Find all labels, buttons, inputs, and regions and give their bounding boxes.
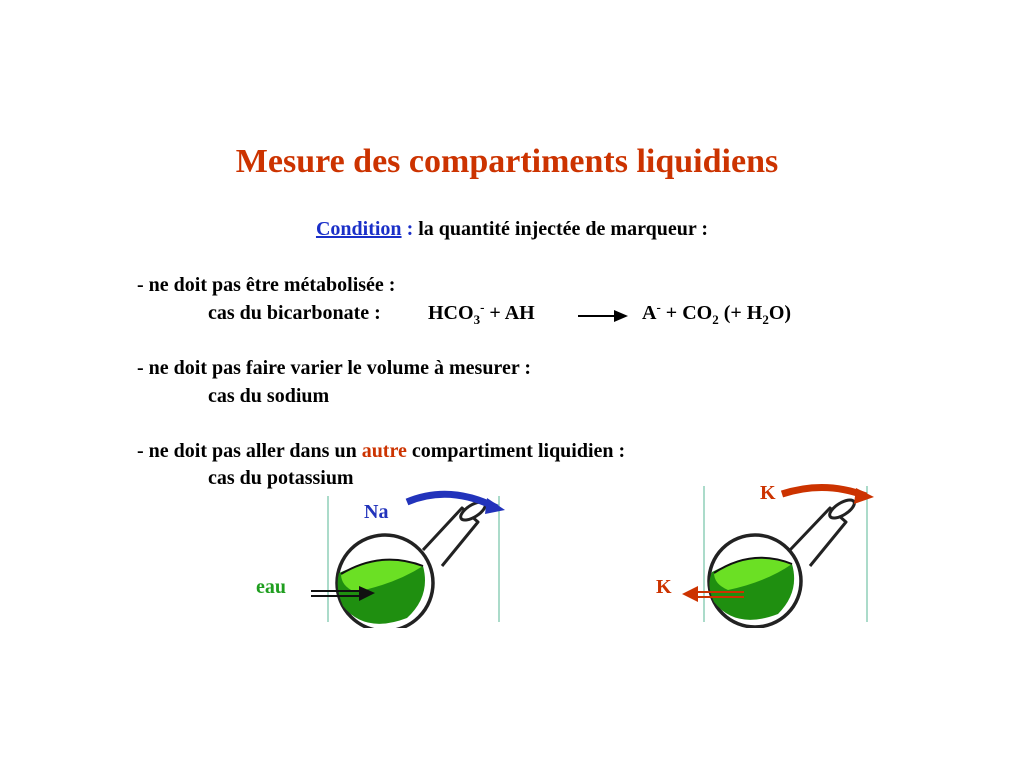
reactant-ah: + AH	[489, 302, 535, 324]
reactant-hco: HCO	[428, 302, 474, 324]
flask-potassium	[709, 496, 857, 627]
flask-figure-sodium	[255, 488, 525, 628]
product-co-subscript: 2	[712, 312, 719, 327]
condition-text: la quantité injectée de marqueur :	[418, 218, 709, 240]
potassium-out-label: K	[656, 576, 672, 598]
point3-case: cas du potassium	[208, 467, 354, 489]
reaction-reactants	[428, 299, 535, 327]
point3-heading	[137, 440, 625, 463]
product-a: A	[642, 302, 657, 324]
condition-word: Condition	[315, 218, 402, 240]
potassium-out-arrowhead-icon	[682, 586, 698, 602]
potassium-top-label: K	[760, 482, 776, 504]
product-h-subscript: 2	[762, 312, 769, 327]
product-a-charge: -	[656, 299, 661, 315]
point3-heading-start: - ne doit pas aller dans un	[137, 440, 357, 462]
potassium-curved-arrow	[782, 487, 866, 496]
product-h: (+ H	[723, 302, 763, 324]
sodium-arrowhead-icon	[485, 498, 505, 514]
slide-title: Mesure des compartiments liquidiens	[235, 143, 779, 180]
flask-sodium	[337, 498, 488, 628]
reactant-hco-subscript: 3	[473, 312, 481, 327]
reaction-arrow-icon	[614, 309, 628, 323]
sodium-label: Na	[364, 501, 389, 523]
condition-line	[0, 218, 1024, 241]
potassium-arrowhead-icon	[854, 488, 874, 504]
point2-case: cas du sodium	[208, 385, 330, 407]
condition-colon: :	[406, 218, 414, 240]
point3-heading-end: compartiment liquidien :	[411, 440, 626, 462]
point1-case: cas du bicarbonate :	[208, 302, 381, 324]
reactant-hco-charge: -	[480, 299, 485, 315]
water-label: eau	[256, 576, 286, 598]
reaction-products	[642, 299, 792, 327]
point3-highlight: autre	[361, 440, 407, 462]
point2-heading: - ne doit pas faire varier le volume à mesurer :	[137, 357, 532, 379]
product-co: + CO	[665, 302, 713, 324]
product-o: O)	[768, 302, 792, 324]
point1-heading: - ne doit pas être métabolisée :	[137, 274, 396, 296]
